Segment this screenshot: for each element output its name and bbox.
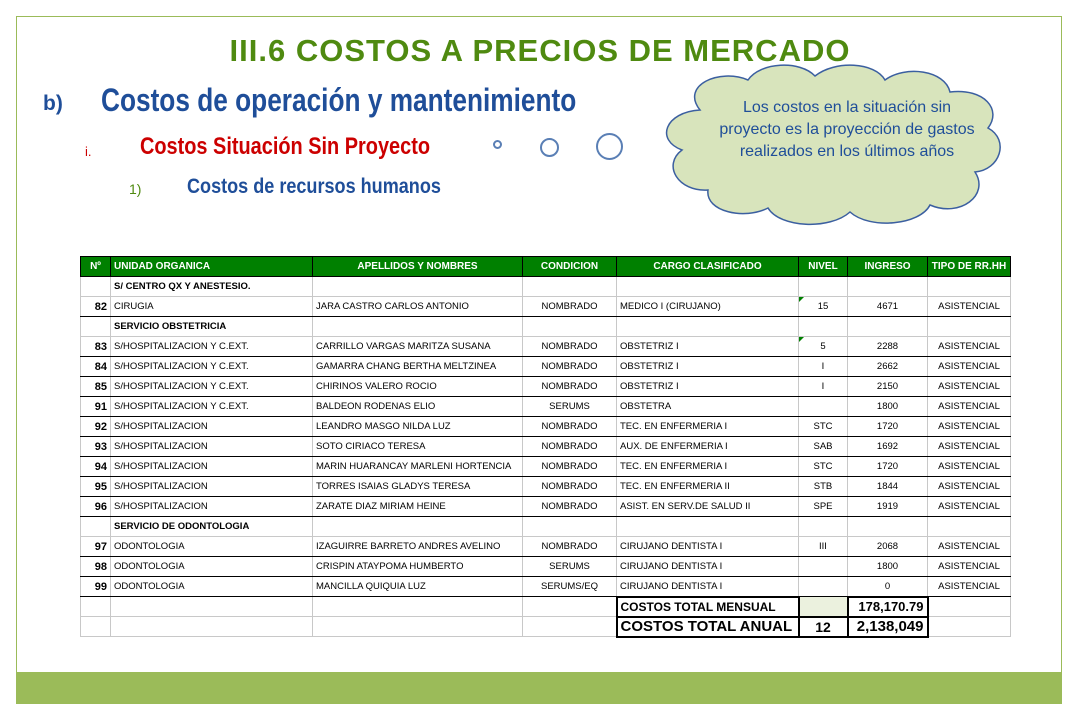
row-income: 1919 xyxy=(848,497,928,517)
row-income: 0 xyxy=(848,577,928,597)
row-income: 1720 xyxy=(848,417,928,437)
row-unit: S/HOSPITALIZACION xyxy=(111,417,313,437)
row-unit: CIRUGIA xyxy=(111,297,313,317)
annual-total-value: 2,138,049 xyxy=(848,617,928,637)
empty-cell xyxy=(617,277,799,297)
row-position: TEC. EN ENFERMERIA II xyxy=(617,477,799,497)
row-condition: SERUMS xyxy=(523,397,617,417)
row-position: CIRUJANO DENTISTA I xyxy=(617,557,799,577)
section-row xyxy=(81,317,1011,337)
empty-cell xyxy=(617,517,799,537)
empty-cell xyxy=(81,317,111,337)
row-income: 1800 xyxy=(848,557,928,577)
row-name: BALDEON RODENAS ELIO xyxy=(313,397,523,417)
row-type: ASISTENCIAL xyxy=(928,337,1011,357)
row-number: 84 xyxy=(81,357,111,377)
row-type: ASISTENCIAL xyxy=(928,417,1011,437)
row-level-value: STB xyxy=(813,481,833,492)
section-row xyxy=(81,277,1011,297)
empty-cell xyxy=(799,277,848,297)
row-name: LEANDRO MASGO NILDA LUZ xyxy=(313,417,523,437)
row-income: 1800 xyxy=(848,397,928,417)
row-condition: NOMBRADO xyxy=(523,457,617,477)
row-name: GAMARRA CHANG BERTHA MELTZINEA xyxy=(313,357,523,377)
row-type: ASISTENCIAL xyxy=(928,557,1011,577)
row-level-value: III xyxy=(819,541,827,552)
empty-cell xyxy=(313,277,523,297)
row-unit: ODONTOLOGIA xyxy=(111,537,313,557)
table-row xyxy=(81,297,1011,317)
empty-cell xyxy=(81,517,111,537)
row-condition: SERUMS xyxy=(523,557,617,577)
callout-text: Los costos en la situación sin proyecto es la proyección de gastos realizados en los últimos años xyxy=(719,99,975,160)
row-unit: S/HOSPITALIZACION xyxy=(111,497,313,517)
row-level-value: 15 xyxy=(817,301,829,312)
row-type: ASISTENCIAL xyxy=(928,357,1011,377)
row-name: MARIN HUARANCAY MARLENI HORTENCIA xyxy=(313,457,523,477)
empty-cell xyxy=(523,597,617,617)
empty-cell xyxy=(523,517,617,537)
row-level-value: STC xyxy=(813,421,833,432)
row-income: 2068 xyxy=(848,537,928,557)
heading-i: Costos Situación Sin Proyecto xyxy=(140,133,431,160)
row-income: 2288 xyxy=(848,337,928,357)
row-type: ASISTENCIAL xyxy=(928,537,1011,557)
table-row xyxy=(81,477,1011,497)
table-row xyxy=(81,557,1011,577)
row-number: 91 xyxy=(81,397,111,417)
row-level xyxy=(799,457,848,477)
comment-marker-icon xyxy=(799,337,804,342)
row-condition: NOMBRADO xyxy=(523,497,617,517)
row-level-value: I xyxy=(821,361,825,372)
annual-total-label: COSTOS TOTAL ANUAL xyxy=(617,617,799,637)
row-level xyxy=(799,577,848,597)
row-type: ASISTENCIAL xyxy=(928,497,1011,517)
annual-total-row xyxy=(81,617,1011,637)
heading-1: Costos de recursos humanos xyxy=(187,175,441,198)
annual-total-multiplier: 12 xyxy=(799,617,848,637)
heading-1-marker: 1) xyxy=(129,181,142,197)
section-label: S/ CENTRO QX Y ANESTESIO. xyxy=(111,277,313,297)
row-level xyxy=(799,437,848,457)
col-header-condition: CONDICION xyxy=(523,257,617,277)
empty-cell xyxy=(617,317,799,337)
row-position: MEDICO I (CIRUJANO) xyxy=(617,297,799,317)
empty-cell xyxy=(928,517,1011,537)
row-income: 1692 xyxy=(848,437,928,457)
row-number: 98 xyxy=(81,557,111,577)
row-position: AUX. DE ENFERMERIA I xyxy=(617,437,799,457)
row-level xyxy=(799,337,848,357)
row-level xyxy=(799,297,848,317)
row-unit: ODONTOLOGIA xyxy=(111,557,313,577)
section-row xyxy=(81,517,1011,537)
table-row xyxy=(81,577,1011,597)
table-row xyxy=(81,437,1011,457)
row-condition: SERUMS/EQ xyxy=(523,577,617,597)
empty-cell xyxy=(313,517,523,537)
row-condition: NOMBRADO xyxy=(523,537,617,557)
table-row xyxy=(81,457,1011,477)
row-level xyxy=(799,497,848,517)
row-name: CARRILLO VARGAS MARITZA SUSANA xyxy=(313,337,523,357)
col-header-position: CARGO CLASIFICADO xyxy=(617,257,799,277)
table-row xyxy=(81,357,1011,377)
slide-title: III.6 COSTOS A PRECIOS DE MERCADO xyxy=(229,33,851,68)
row-unit: S/HOSPITALIZACION Y C.EXT. xyxy=(111,357,313,377)
col-header-level: NIVEL xyxy=(799,257,848,277)
row-name: CRISPIN ATAYPOMA HUMBERTO xyxy=(313,557,523,577)
table-row xyxy=(81,497,1011,517)
table-row xyxy=(81,377,1011,397)
row-income: 2662 xyxy=(848,357,928,377)
row-level xyxy=(799,377,848,397)
empty-cell xyxy=(848,517,928,537)
row-income: 1844 xyxy=(848,477,928,497)
row-condition: NOMBRADO xyxy=(523,377,617,397)
row-name: TORRES ISAIAS GLADYS TERESA xyxy=(313,477,523,497)
empty-cell xyxy=(523,617,617,637)
row-level-value: SAB xyxy=(813,441,833,452)
empty-cell xyxy=(928,317,1011,337)
row-unit: S/HOSPITALIZACION xyxy=(111,477,313,497)
empty-cell xyxy=(799,597,848,617)
table-row xyxy=(81,397,1011,417)
col-header-income: INGRESO xyxy=(848,257,928,277)
empty-cell xyxy=(799,517,848,537)
row-income: 4671 xyxy=(848,297,928,317)
row-condition: NOMBRADO xyxy=(523,297,617,317)
row-condition: NOMBRADO xyxy=(523,477,617,497)
row-name: CHIRINOS VALERO ROCIO xyxy=(313,377,523,397)
row-name: JARA CASTRO CARLOS ANTONIO xyxy=(313,297,523,317)
row-position: TEC. EN ENFERMERIA I xyxy=(617,457,799,477)
row-type: ASISTENCIAL xyxy=(928,297,1011,317)
row-income: 1720 xyxy=(848,457,928,477)
empty-cell xyxy=(523,317,617,337)
row-position: CIRUJANO DENTISTA I xyxy=(617,577,799,597)
row-number: 97 xyxy=(81,537,111,557)
empty-cell xyxy=(313,617,523,637)
empty-cell xyxy=(799,317,848,337)
row-number: 95 xyxy=(81,477,111,497)
row-number: 83 xyxy=(81,337,111,357)
row-condition: NOMBRADO xyxy=(523,437,617,457)
empty-cell xyxy=(313,597,523,617)
col-header-number: Nº xyxy=(81,257,111,277)
col-header-type: TIPO DE RR.HH xyxy=(928,257,1011,277)
monthly-total-value: 178,170.79 xyxy=(848,597,928,617)
row-condition: NOMBRADO xyxy=(523,357,617,377)
row-unit: ODONTOLOGIA xyxy=(111,577,313,597)
table-row xyxy=(81,417,1011,437)
row-level xyxy=(799,477,848,497)
empty-cell xyxy=(81,277,111,297)
row-number: 93 xyxy=(81,437,111,457)
row-level xyxy=(799,537,848,557)
row-name: ZARATE DIAZ MIRIAM HEINE xyxy=(313,497,523,517)
row-unit: S/HOSPITALIZACION xyxy=(111,457,313,477)
col-header-name: APELLIDOS Y NOMBRES xyxy=(313,257,523,277)
row-position: CIRUJANO DENTISTA I xyxy=(617,537,799,557)
row-position: OBSTETRIZ I xyxy=(617,377,799,397)
empty-cell xyxy=(313,317,523,337)
row-unit: S/HOSPITALIZACION Y C.EXT. xyxy=(111,337,313,357)
heading-i-marker: i. xyxy=(85,144,92,159)
table-row xyxy=(81,537,1011,557)
row-unit: S/HOSPITALIZACION xyxy=(111,437,313,457)
row-unit: S/HOSPITALIZACION Y C.EXT. xyxy=(111,397,313,417)
row-level-value: SPE xyxy=(813,501,833,512)
row-unit: S/HOSPITALIZACION Y C.EXT. xyxy=(111,377,313,397)
row-number: 99 xyxy=(81,577,111,597)
section-label: SERVICIO OBSTETRICIA xyxy=(111,317,313,337)
empty-cell xyxy=(111,597,313,617)
row-name: SOTO CIRIACO TERESA xyxy=(313,437,523,457)
empty-cell xyxy=(928,277,1011,297)
empty-cell xyxy=(928,617,1011,637)
row-number: 94 xyxy=(81,457,111,477)
row-type: ASISTENCIAL xyxy=(928,437,1011,457)
empty-cell xyxy=(111,617,313,637)
row-income: 2150 xyxy=(848,377,928,397)
row-condition: NOMBRADO xyxy=(523,417,617,437)
row-name: MANCILLA QUIQUIA LUZ xyxy=(313,577,523,597)
row-number: 85 xyxy=(81,377,111,397)
table-row xyxy=(81,337,1011,357)
col-header-unit: UNIDAD ORGANICA xyxy=(111,257,313,277)
row-level-value: I xyxy=(821,381,825,392)
row-type: ASISTENCIAL xyxy=(928,577,1011,597)
row-type: ASISTENCIAL xyxy=(928,397,1011,417)
table-header-row xyxy=(81,257,1011,277)
comment-marker-icon xyxy=(799,297,804,302)
row-level-value: STC xyxy=(813,461,833,472)
row-type: ASISTENCIAL xyxy=(928,477,1011,497)
row-level-value: 5 xyxy=(820,341,826,352)
empty-cell xyxy=(848,317,928,337)
row-number: 96 xyxy=(81,497,111,517)
empty-cell xyxy=(928,597,1011,617)
monthly-total-label: COSTOS TOTAL MENSUAL xyxy=(617,597,799,617)
empty-cell xyxy=(81,617,111,637)
empty-cell xyxy=(81,597,111,617)
empty-cell xyxy=(848,277,928,297)
row-number: 92 xyxy=(81,417,111,437)
row-position: OBSTETRIZ I xyxy=(617,357,799,377)
row-level xyxy=(799,357,848,377)
row-name: IZAGUIRRE BARRETO ANDRES AVELINO xyxy=(313,537,523,557)
empty-cell xyxy=(523,277,617,297)
row-type: ASISTENCIAL xyxy=(928,377,1011,397)
row-position: ASIST. EN SERV.DE SALUD II xyxy=(617,497,799,517)
hr-costs-table xyxy=(80,256,1011,638)
heading-b: Costos de operación y mantenimiento xyxy=(101,82,577,118)
row-position: OBSTETRA xyxy=(617,397,799,417)
row-position: TEC. EN ENFERMERIA I xyxy=(617,417,799,437)
row-level xyxy=(799,417,848,437)
row-level xyxy=(799,397,848,417)
row-type: ASISTENCIAL xyxy=(928,457,1011,477)
row-condition: NOMBRADO xyxy=(523,337,617,357)
heading-b-marker: b) xyxy=(43,92,63,115)
monthly-total-row xyxy=(81,597,1011,617)
row-level xyxy=(799,557,848,577)
section-label: SERVICIO DE ODONTOLOGIA xyxy=(111,517,313,537)
row-number: 82 xyxy=(81,297,111,317)
row-position: OBSTETRIZ I xyxy=(617,337,799,357)
